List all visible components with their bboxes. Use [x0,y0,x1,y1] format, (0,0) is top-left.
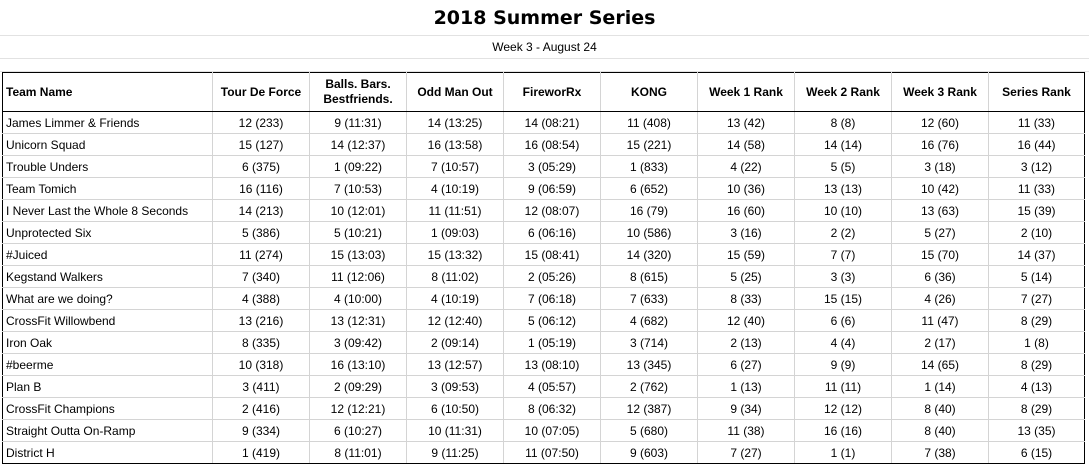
cell-week-2-rank[interactable]: 13 (13) [795,178,892,200]
cell-week-1-rank[interactable]: 3 (16) [698,222,795,244]
cell-tour-de-force[interactable]: 4 (388) [213,288,310,310]
cell-week-2-rank[interactable]: 15 (15) [795,288,892,310]
table-row [3,376,1085,398]
cell-balls-bars-bestfriends[interactable]: 1 (09:22) [310,156,407,178]
cell-week-3-rank[interactable]: 3 (18) [892,156,989,178]
cell-balls-bars-bestfriends[interactable]: 9 (11:31) [310,112,407,134]
cell-week-2-rank[interactable]: 9 (9) [795,354,892,376]
page-subtitle: Week 3 - August 24 [492,40,597,54]
header-week-3-rank[interactable]: Week 3 Rank [892,73,989,112]
cell-tour-de-force[interactable]: 10 (318) [213,354,310,376]
cell-tour-de-force[interactable]: 7 (340) [213,266,310,288]
cell-fireworx[interactable]: 16 (08:54) [504,134,601,156]
cell-week-3-rank[interactable]: 13 (63) [892,200,989,222]
cell-week-3-rank[interactable]: 5 (27) [892,222,989,244]
cell-odd-man-out[interactable]: 12 (12:40) [407,310,504,332]
cell-balls-bars-bestfriends[interactable]: 15 (13:03) [310,244,407,266]
cell-fireworx[interactable]: 6 (06:16) [504,222,601,244]
table-row [3,398,1085,420]
cell-odd-man-out[interactable]: 7 (10:57) [407,156,504,178]
cell-week-1-rank[interactable]: 5 (25) [698,266,795,288]
cell-series-rank[interactable]: 7 (27) [989,288,1085,310]
table-row [3,156,1085,178]
cell-odd-man-out[interactable]: 10 (11:31) [407,420,504,442]
header-kong[interactable]: KONG [601,73,698,112]
cell-week-3-rank[interactable]: 2 (17) [892,332,989,354]
cell-kong[interactable]: 13 (345) [601,354,698,376]
cell-fireworx[interactable]: 11 (07:50) [504,442,601,464]
cell-series-rank[interactable]: 5 (14) [989,266,1085,288]
header-balls-bars-bestfriends[interactable]: Balls. Bars. Bestfriends. [310,73,407,112]
cell-week-2-rank[interactable]: 2 (2) [795,222,892,244]
cell-odd-man-out[interactable]: 2 (09:14) [407,332,504,354]
cell-odd-man-out[interactable]: 14 (13:25) [407,112,504,134]
cell-series-rank[interactable]: 8 (29) [989,354,1085,376]
table-row [3,222,1085,244]
cell-odd-man-out[interactable]: 4 (10:19) [407,288,504,310]
cell-kong[interactable]: 14 (320) [601,244,698,266]
cell-week-3-rank[interactable]: 10 (42) [892,178,989,200]
cell-team-name[interactable]: Straight Outta On-Ramp [3,420,213,442]
table-row [3,420,1085,442]
cell-balls-bars-bestfriends[interactable]: 5 (10:21) [310,222,407,244]
cell-balls-bars-bestfriends[interactable]: 3 (09:42) [310,332,407,354]
cell-kong[interactable]: 11 (408) [601,112,698,134]
cell-week-2-rank[interactable]: 1 (1) [795,442,892,464]
cell-week-2-rank[interactable]: 11 (11) [795,376,892,398]
cell-week-1-rank[interactable]: 9 (34) [698,398,795,420]
cell-balls-bars-bestfriends[interactable]: 14 (12:37) [310,134,407,156]
cell-series-rank[interactable]: 16 (44) [989,134,1085,156]
cell-week-3-rank[interactable]: 4 (26) [892,288,989,310]
cell-tour-de-force[interactable]: 12 (233) [213,112,310,134]
cell-odd-man-out[interactable]: 6 (10:50) [407,398,504,420]
standings-table [2,72,1085,464]
cell-odd-man-out[interactable]: 13 (12:57) [407,354,504,376]
cell-week-3-rank[interactable]: 15 (70) [892,244,989,266]
cell-week-1-rank[interactable]: 14 (58) [698,134,795,156]
header-week-1-rank[interactable]: Week 1 Rank [698,73,795,112]
cell-tour-de-force[interactable]: 13 (216) [213,310,310,332]
cell-week-2-rank[interactable]: 16 (16) [795,420,892,442]
cell-odd-man-out[interactable]: 3 (09:53) [407,376,504,398]
table-row [3,244,1085,266]
cell-week-1-rank[interactable]: 16 (60) [698,200,795,222]
cell-week-1-rank[interactable]: 4 (22) [698,156,795,178]
cell-balls-bars-bestfriends[interactable]: 10 (12:01) [310,200,407,222]
cell-tour-de-force[interactable]: 2 (416) [213,398,310,420]
table-row [3,134,1085,156]
cell-week-2-rank[interactable]: 8 (8) [795,112,892,134]
cell-balls-bars-bestfriends[interactable]: 6 (10:27) [310,420,407,442]
cell-kong[interactable]: 2 (762) [601,376,698,398]
cell-series-rank[interactable]: 3 (12) [989,156,1085,178]
cell-week-3-rank[interactable]: 1 (14) [892,376,989,398]
cell-series-rank[interactable]: 1 (8) [989,332,1085,354]
cell-fireworx[interactable]: 15 (08:41) [504,244,601,266]
cell-odd-man-out[interactable]: 15 (13:32) [407,244,504,266]
cell-team-name[interactable]: What are we doing? [3,288,213,310]
cell-team-name[interactable]: Trouble Unders [3,156,213,178]
cell-fireworx[interactable]: 14 (08:21) [504,112,601,134]
cell-tour-de-force[interactable]: 3 (411) [213,376,310,398]
cell-kong[interactable]: 6 (652) [601,178,698,200]
cell-week-3-rank[interactable]: 14 (65) [892,354,989,376]
cell-odd-man-out[interactable]: 8 (11:02) [407,266,504,288]
cell-team-name[interactable]: I Never Last the Whole 8 Seconds [3,200,213,222]
table-row [3,354,1085,376]
cell-odd-man-out[interactable]: 9 (11:25) [407,442,504,464]
cell-fireworx[interactable]: 12 (08:07) [504,200,601,222]
cell-kong[interactable]: 9 (603) [601,442,698,464]
cell-tour-de-force[interactable]: 11 (274) [213,244,310,266]
cell-series-rank[interactable]: 4 (13) [989,376,1085,398]
table-row [3,442,1085,464]
cell-week-1-rank[interactable]: 7 (27) [698,442,795,464]
cell-week-2-rank[interactable]: 14 (14) [795,134,892,156]
cell-week-2-rank[interactable]: 5 (5) [795,156,892,178]
cell-week-2-rank[interactable]: 6 (6) [795,310,892,332]
title-row[interactable] [0,0,1089,36]
cell-fireworx[interactable]: 1 (05:19) [504,332,601,354]
cell-week-3-rank[interactable]: 16 (76) [892,134,989,156]
cell-week-3-rank[interactable]: 7 (38) [892,442,989,464]
cell-fireworx[interactable]: 5 (06:12) [504,310,601,332]
cell-series-rank[interactable]: 11 (33) [989,178,1085,200]
cell-kong[interactable]: 10 (586) [601,222,698,244]
cell-balls-bars-bestfriends[interactable]: 2 (09:29) [310,376,407,398]
cell-tour-de-force[interactable]: 9 (334) [213,420,310,442]
cell-kong[interactable]: 8 (615) [601,266,698,288]
cell-odd-man-out[interactable]: 1 (09:03) [407,222,504,244]
cell-tour-de-force[interactable]: 8 (335) [213,332,310,354]
cell-week-1-rank[interactable]: 8 (33) [698,288,795,310]
cell-team-name[interactable]: CrossFit Champions [3,398,213,420]
cell-week-2-rank[interactable]: 7 (7) [795,244,892,266]
subtitle-row[interactable] [0,36,1089,59]
table-row [3,200,1085,222]
cell-week-3-rank[interactable]: 12 (60) [892,112,989,134]
cell-kong[interactable]: 12 (387) [601,398,698,420]
cell-week-1-rank[interactable]: 2 (13) [698,332,795,354]
cell-week-1-rank[interactable]: 10 (36) [698,178,795,200]
table-row [3,266,1085,288]
cell-series-rank[interactable]: 14 (37) [989,244,1085,266]
cell-fireworx[interactable]: 4 (05:57) [504,376,601,398]
cell-kong[interactable]: 15 (221) [601,134,698,156]
cell-fireworx[interactable]: 13 (08:10) [504,354,601,376]
header-week-2-rank[interactable]: Week 2 Rank [795,73,892,112]
cell-week-2-rank[interactable]: 12 (12) [795,398,892,420]
blank-row[interactable] [0,59,1089,72]
cell-week-1-rank[interactable]: 13 (42) [698,112,795,134]
cell-week-1-rank[interactable]: 11 (38) [698,420,795,442]
cell-week-1-rank[interactable]: 1 (13) [698,376,795,398]
header-odd-man-out[interactable]: Odd Man Out [407,73,504,112]
cell-fireworx[interactable]: 3 (05:29) [504,156,601,178]
cell-odd-man-out[interactable]: 4 (10:19) [407,178,504,200]
cell-series-rank[interactable]: 15 (39) [989,200,1085,222]
table-row [3,112,1085,134]
cell-team-name[interactable]: CrossFit Willowbend [3,310,213,332]
cell-tour-de-force[interactable]: 15 (127) [213,134,310,156]
table-row [3,178,1085,200]
header-row [3,73,1085,112]
header-fireworx[interactable]: FireworRx [504,73,601,112]
cell-team-name[interactable]: Unprotected Six [3,222,213,244]
cell-series-rank[interactable]: 8 (29) [989,398,1085,420]
cell-week-1-rank[interactable]: 6 (27) [698,354,795,376]
cell-team-name[interactable]: District H [3,442,213,464]
cell-week-3-rank[interactable]: 6 (36) [892,266,989,288]
cell-fireworx[interactable]: 8 (06:32) [504,398,601,420]
cell-team-name[interactable]: #beerme [3,354,213,376]
cell-tour-de-force[interactable]: 6 (375) [213,156,310,178]
cell-series-rank[interactable]: 13 (35) [989,420,1085,442]
header-series-rank[interactable]: Series Rank [989,73,1085,112]
table-row [3,332,1085,354]
cell-week-2-rank[interactable]: 10 (10) [795,200,892,222]
cell-tour-de-force[interactable]: 16 (116) [213,178,310,200]
cell-team-name[interactable]: Kegstand Walkers [3,266,213,288]
cell-fireworx[interactable]: 9 (06:59) [504,178,601,200]
cell-week-2-rank[interactable]: 4 (4) [795,332,892,354]
cell-team-name[interactable]: Unicorn Squad [3,134,213,156]
table-row [3,310,1085,332]
header-team-name[interactable]: Team Name [3,73,213,112]
cell-tour-de-force[interactable]: 14 (213) [213,200,310,222]
cell-fireworx[interactable]: 7 (06:18) [504,288,601,310]
cell-odd-man-out[interactable]: 11 (11:51) [407,200,504,222]
cell-balls-bars-bestfriends[interactable]: 11 (12:06) [310,266,407,288]
cell-team-name[interactable]: #Juiced [3,244,213,266]
cell-odd-man-out[interactable]: 16 (13:58) [407,134,504,156]
cell-series-rank[interactable]: 2 (10) [989,222,1085,244]
cell-team-name[interactable]: Team Tomich [3,178,213,200]
cell-balls-bars-bestfriends[interactable]: 12 (12:21) [310,398,407,420]
cell-week-3-rank[interactable]: 8 (40) [892,420,989,442]
cell-fireworx[interactable]: 10 (07:05) [504,420,601,442]
cell-kong[interactable]: 1 (833) [601,156,698,178]
cell-week-1-rank[interactable]: 12 (40) [698,310,795,332]
cell-kong[interactable]: 3 (714) [601,332,698,354]
cell-fireworx[interactable]: 2 (05:26) [504,266,601,288]
cell-balls-bars-bestfriends[interactable]: 8 (11:01) [310,442,407,464]
cell-kong[interactable]: 7 (633) [601,288,698,310]
cell-series-rank[interactable]: 6 (15) [989,442,1085,464]
cell-series-rank[interactable]: 11 (33) [989,112,1085,134]
cell-kong[interactable]: 5 (680) [601,420,698,442]
cell-tour-de-force[interactable]: 5 (386) [213,222,310,244]
cell-week-3-rank[interactable]: 11 (47) [892,310,989,332]
cell-team-name[interactable]: Iron Oak [3,332,213,354]
cell-week-2-rank[interactable]: 3 (3) [795,266,892,288]
cell-week-1-rank[interactable]: 15 (59) [698,244,795,266]
cell-team-name[interactable]: James Limmer & Friends [3,112,213,134]
cell-balls-bars-bestfriends[interactable]: 4 (10:00) [310,288,407,310]
cell-balls-bars-bestfriends[interactable]: 13 (12:31) [310,310,407,332]
cell-kong[interactable]: 16 (79) [601,200,698,222]
header-tour-de-force[interactable]: Tour De Force [213,73,310,112]
cell-kong[interactable]: 4 (682) [601,310,698,332]
page-title: 2018 Summer Series [433,6,656,29]
cell-tour-de-force[interactable]: 1 (419) [213,442,310,464]
cell-team-name[interactable]: Plan B [3,376,213,398]
cell-balls-bars-bestfriends[interactable]: 7 (10:53) [310,178,407,200]
cell-balls-bars-bestfriends[interactable]: 16 (13:10) [310,354,407,376]
table-row [3,288,1085,310]
cell-series-rank[interactable]: 8 (29) [989,310,1085,332]
cell-week-3-rank[interactable]: 8 (40) [892,398,989,420]
